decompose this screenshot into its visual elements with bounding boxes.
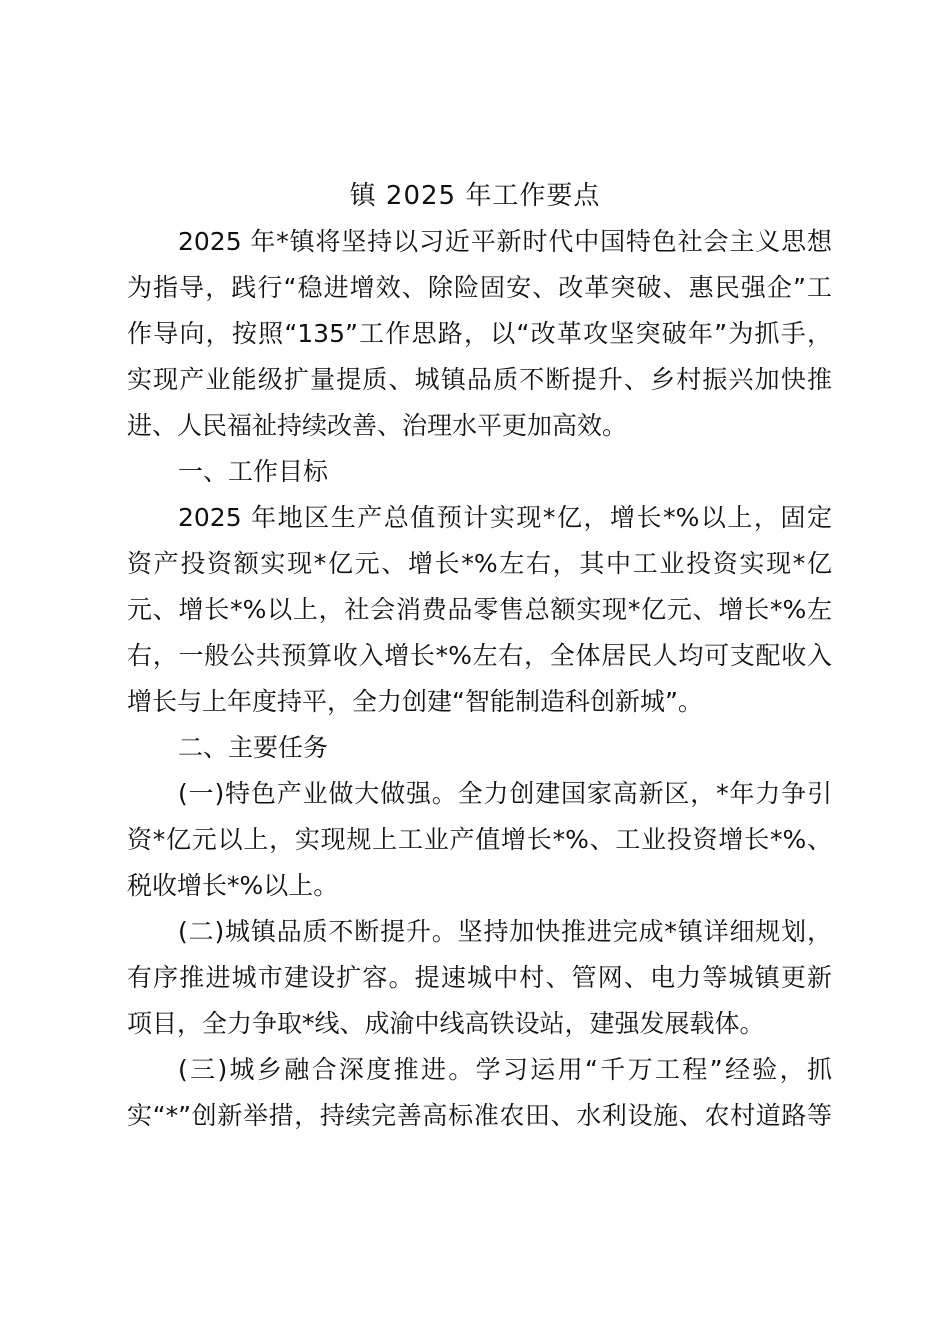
document-title: 镇 2025 年工作要点: [349, 181, 601, 211]
task2-line: 有序推进城市建设扩容。提速城中村、管网、电力等城镇更新: [127, 963, 832, 992]
section-heading-goals: 一、工作目标: [178, 457, 329, 486]
task1-line: 税收增长*%以上。: [127, 871, 339, 900]
task2-line: 项目，全力争取*线、成渝中线高铁设站，建强发展载体。: [127, 1009, 765, 1038]
intro-line: 2025 年*镇将坚持以习近平新时代中国特色社会主义思想: [178, 227, 832, 256]
task1-line: (一)特色产业做大做强。全力创建国家高新区，*年力争引: [178, 779, 832, 808]
goals-line: 资产投资额实现*亿元、增长*%左右，其中工业投资实现*亿: [127, 549, 832, 578]
intro-line: 作导向，按照“135”工作思路，以“改革攻坚突破年”为抓手，: [127, 319, 832, 348]
task1-line: 资*亿元以上，实现规上工业产值增长*%、工业投资增长*%、: [127, 825, 832, 854]
task3-line: 实“*”创新举措，持续完善高标准农田、水利设施、农村道路等: [127, 1101, 832, 1130]
goals-line: 增长与上年度持平，全力创建“智能制造科创新城”。: [127, 687, 703, 716]
goals-line: 2025 年地区生产总值预计实现*亿，增长*%以上，固定: [178, 503, 832, 532]
section-heading-tasks: 二、主要任务: [178, 733, 329, 762]
intro-line: 实现产业能级扩量提质、城镇品质不断提升、乡村振兴加快推: [127, 365, 832, 394]
goals-line: 元、增长*%以上，社会消费品零售总额实现*亿元、增长*%左: [127, 595, 832, 624]
goals-line: 右，一般公共预算收入增长*%左右，全体居民人均可支配收入: [127, 641, 832, 670]
task3-line: (三)城乡融合深度推进。学习运用“千万工程”经验，抓: [178, 1055, 832, 1084]
intro-line: 为指导，践行“稳进增效、除险固安、改革突破、惠民强企”工: [127, 273, 832, 302]
intro-line: 进、人民福祉持续改善、治理水平更加高效。: [127, 411, 628, 440]
task2-line: (二)城镇品质不断提升。坚持加快推进完成*镇详细规划，: [178, 917, 832, 946]
